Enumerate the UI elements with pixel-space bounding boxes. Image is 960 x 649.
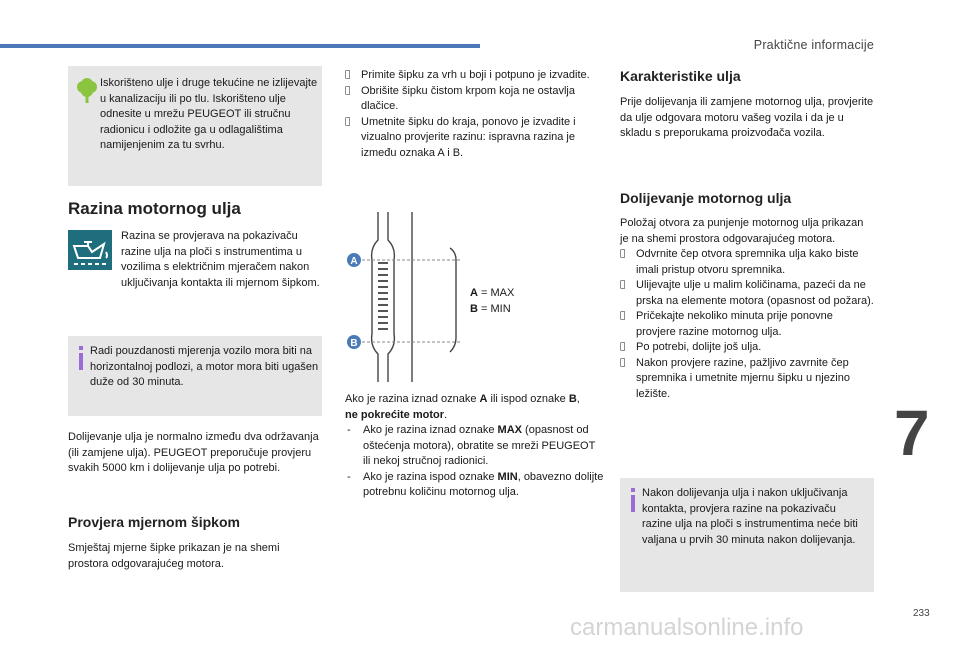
heading-oil-refill: Dolijevanje motornog ulja [620,190,792,206]
refill-info-box [620,478,874,592]
header-bar [0,44,480,48]
refill-step: Odvrnite čep otvora spremnika ulja kako biste imali pristup otvoru spremnika. [636,248,859,276]
oil-level-icon [68,230,112,270]
refill-steps [620,216,874,402]
dipstick-steps [345,68,605,161]
oil-level-text: Razina se provjerava na pokazivaču razine ulja na ploči s instrumentima u vozilima s električnim mjeračem nakon uključivanja kontakta ili mjernom šipkom. [121,230,320,289]
heading-oil-characteristics: Karakteristike ulja [620,68,741,84]
info-note-text: Radi pouzdanosti mjerenja vozilo mora biti na horizontalnoj podlozi, a motor mora biti ugašen duže od 30 minuta. [90,345,319,388]
refill-step: Pričekajte nekoliko minuta prije ponovne provjere razine motornog ulja. [636,310,833,338]
step-item: Umetnite šipku do kraja, ponovo je izvadite i vizualno provjerite razinu: ispravna razina je između oznaka A i B. [361,115,576,159]
step-item: Primite šipku za vrh u boji i potpuno je izvadite. [361,69,590,81]
level-warning: Ako je razina iznad oznake A ili ispod oznake B, ne pokrećite motor. - Ako je razina iznad oznake MAX (opasnost od oštećenja motora), obratite se mreži PEUGEOT ili nekoj stručnoj radionici. - Ako je razina ispod oznake MIN, obavezno dolijte potrebnu količinu motornog ulja. [345,392,605,501]
heading-oil-level: Razina motornog ulja [68,199,241,218]
info-icon [628,488,638,512]
dipstick-legend [470,286,514,317]
tree-icon [76,78,98,104]
section-title: Praktične informacije [753,38,874,52]
dash-item: - Ako je razina ispod oznake MIN, obavezno dolijte potrebnu količinu motornog ulja. [345,470,605,501]
eco-note-text: Iskorišteno ulje i druge tekućine ne izlijevajte u kanalizaciju ili po tlu. Iskorišteno ulje odnesite u mrežu PEUGEOT ili stručnu radionicu i odložite ga u odlagalištima namijenjenim za tu svrhu. [100,77,318,151]
dash-item: - Ako je razina iznad oznake MAX (opasnost od oštećenja motora), obratite se mreži PEUGEOT ili nekoj stručnoj radionici. [345,423,605,470]
refill-step: Nakon provjere razine, pažljivo zavrnite čep spremnika i umetnite mjernu šipku u njezino ležište. [636,356,850,400]
marker-b-label: B [350,338,358,349]
dipstick-right [412,212,456,382]
step-item: Obrišite šipku čistom krpom koja ne ostavlja dlačice. [361,84,575,112]
dipstick-left [372,212,395,382]
legend-b: B = MIN [470,302,511,315]
dipstick-location-text: Smještaj mjerne šipke prikazan je na shemi prostora odgovarajućeg motora. [68,542,280,570]
dipstick-marks [378,262,388,330]
refill-interval-text: Dolijevanje ulja je normalno između dva održavanja (ili zamjene ulja). PEUGEOT preporučuje provjeru svakih 5000 km i dolijevanje ulja po potrebi. [68,431,319,474]
info-icon [76,346,86,370]
dipstick-diagram [342,212,472,382]
refill-step: Ulijevajte ulje u malim količinama, pazeći da ne prska na elemente motora (opasnost od požara). [636,279,874,307]
page-number: 233 [913,608,930,619]
legend-a: A = MAX [470,287,515,299]
oil-characteristics-text: Prije dolijevanja ili zamjene motornog ulja, provjerite da ulje odgovara motoru vašeg vozila i da je u skladu s preporukama proizvođača vozila. [620,96,874,139]
refill-info-text: Nakon dolijevanja ulja i nakon uključivanja kontakta, provjera razine na pokazivaču razine ulja na ploči s instrumentima neće biti valjana u prvih 30 minuta nakon dolijevanja. [642,487,858,546]
watermark: carmanualsonline.info [570,614,804,641]
refill-step: Po potrebi, dolijte još ulja. [636,341,762,353]
refill-intro: Položaj otvora za punjenje motornog ulja prikazan je na shemi prostora odgovarajućeg motora. [620,217,864,245]
eco-note-box [68,66,322,186]
marker-a-label: A [350,256,358,267]
heading-dipstick-check: Provjera mjernom šipkom [68,514,240,530]
info-note-box [68,336,322,416]
chapter-number: 7 [894,397,930,469]
